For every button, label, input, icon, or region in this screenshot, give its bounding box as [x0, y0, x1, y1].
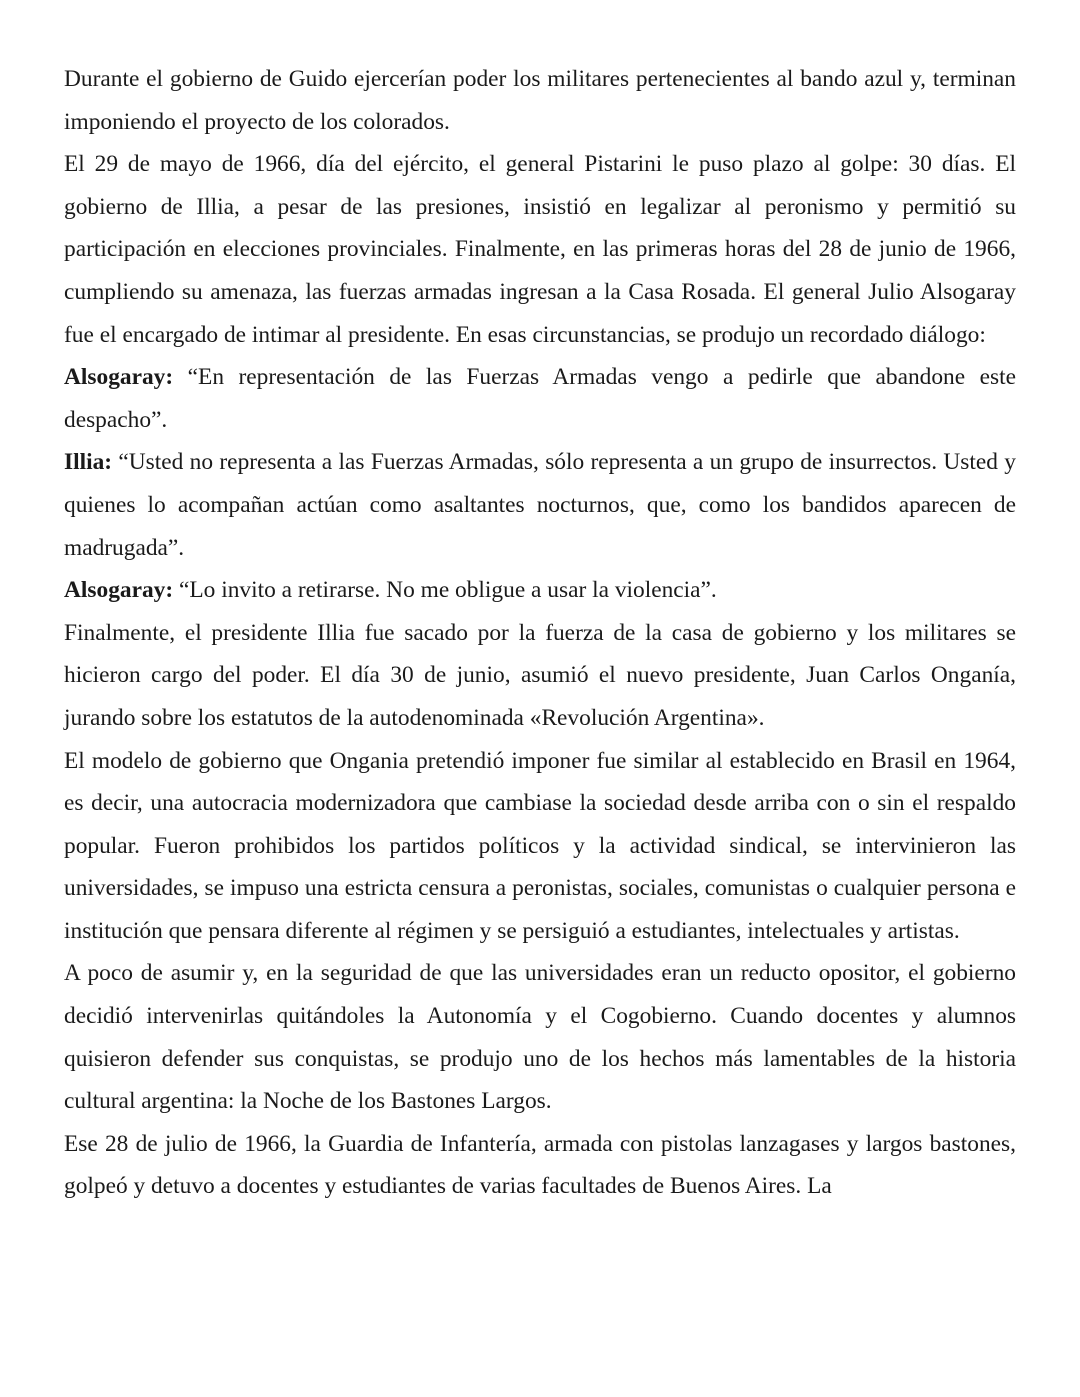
dialogue-alsogaray-2 — [64, 569, 1016, 612]
speaker-label: Alsogaray: — [64, 364, 174, 391]
dialogue-text: “Usted no representa a las Fuerzas Armadas, sólo representa a un grupo de insurrectos. Usted y quienes lo acompañan actúan como asaltantes nocturnos, que, como los bandidos aparecen de madrugada”. — [64, 449, 1016, 561]
speaker-label: Alsogaray: — [64, 577, 174, 604]
paragraph-guido: Durante el gobierno de Guido ejercerían poder los militares pertenecientes al bando azul y, terminan imponiendo el proyecto de los colorados. — [64, 66, 1016, 135]
paragraph-universidades: A poco de asumir y, en la seguridad de que las universidades eran un reducto opositor, el gobierno decidió intervenirlas quitándoles la Autonomía y el Cogobierno. Cuando docentes y alumnos quisieron defender sus conquistas, se produjo uno de los hechos más lamentables de la historia cultural argentina: la Noche de los Bastones Largos. — [64, 960, 1016, 1115]
speaker-label: Illia: — [64, 449, 113, 476]
paragraph-modelo-gobierno: El modelo de gobierno que Ongania pretendió imponer fue similar al establecido en Brasil en 1964, es decir, una autocracia modernizadora que cambiase la sociedad desde arriba con o sin el respaldo popular. Fueron prohibidos los partidos políticos y la actividad sindical, se intervinieron las universidades, se impuso una estricta censura a peronistas, sociales, comunistas o cualquier persona e institución que pensara diferente al régimen y se persiguió a estudiantes, intelectuales y artistas. — [64, 747, 1016, 944]
dialogue-alsogaray-1 — [64, 356, 1016, 441]
dialogue-illia — [64, 441, 1016, 569]
dialogue-text: “En representación de las Fuerzas Armadas vengo a pedirle que abandone este despacho”. — [64, 364, 1016, 433]
document-body — [64, 58, 1016, 1208]
paragraph-golpe-1966: El 29 de mayo de 1966, día del ejército, el general Pistarini le puso plazo al golpe: 30 días. El gobierno de Illia, a pesar de las presiones, insistió en legalizar al peronismo y permitió su participación en elecciones provinciales. Finalmente, en las primeras horas del 28 de junio de 1966, cumpliendo su amenaza, las fuerzas armadas ingresan a la Casa Rosada. El general Julio Alsogaray fue el encargado de intimar al presidente. En esas circunstancias, se produjo un recordado diálogo: — [64, 151, 1016, 348]
paragraph-bastones-largos: Ese 28 de julio de 1966, la Guardia de Infantería, armada con pistolas lanzagases y largos bastones, golpeó y detuvo a docentes y estudiantes de varias facultades de Buenos Aires. La — [64, 1130, 1016, 1200]
dialogue-text: “Lo invito a retirarse. No me obligue a usar la violencia”. — [173, 577, 717, 604]
paragraph-ongania-asume: Finalmente, el presidente Illia fue sacado por la fuerza de la casa de gobierno y los militares se hicieron cargo del poder. El día 30 de junio, asumió el nuevo presidente, Juan Carlos Onganía, jurando sobre los estatutos de la autodenominada «Revolución Argentina». — [64, 619, 1016, 731]
